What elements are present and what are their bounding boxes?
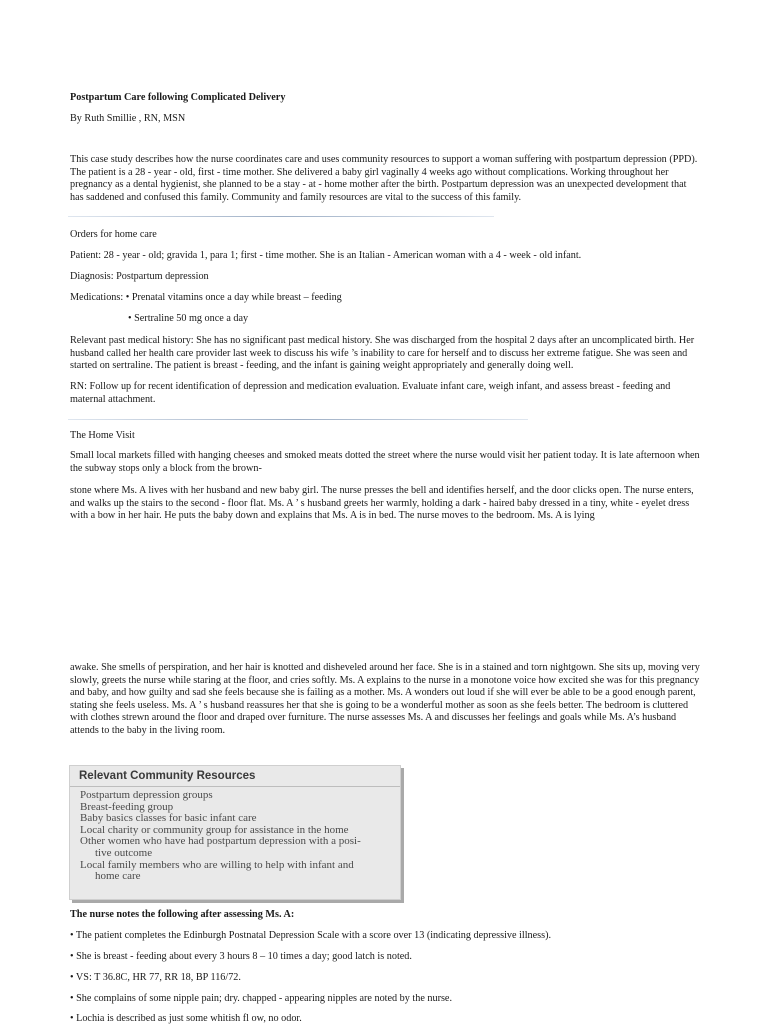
byline: By Ruth Smillie , RN, MSN [70, 113, 186, 124]
finding-item: • VS: T 36.8C, HR 77, RR 18, BP 116/72. [70, 972, 241, 983]
list-item: Other women who have had postpartum depression with a posi- [80, 835, 361, 848]
medications-line: Medications: • Prenatal vitamins once a day while breast – feeding [70, 292, 342, 303]
community-resources-box [69, 765, 401, 900]
finding-item: • She is breast - feeding about every 3 hours 8 – 10 times a day; good latch is noted. [70, 951, 412, 962]
list-item-continuation: tive outcome [95, 846, 153, 859]
list-item [80, 871, 392, 883]
findings-heading: The nurse notes the following after assessing Ms. A: [70, 909, 295, 920]
document-title: Postpartum Care following Complicated Delivery [70, 92, 286, 103]
list-item: Local family members who are willing to help with infant and [80, 858, 354, 871]
sidebar-divider [70, 786, 400, 787]
list-item: Postpartum depression groups [80, 789, 213, 801]
community-resources-heading: Relevant Community Resources [79, 770, 256, 782]
history-paragraph: Relevant past medical history: She has no significant past medical history. She was discharged from the hospital 2 days after an uncomplicated birth. Her husband called her health care provider last week to discuss his wife ’s inability to care for herself and to discuss her extreme fatigue. She was seen and started on sertraline. The patient is breast - feeding, and the infant is gaining weight appropriately and generally doing well. [70, 335, 695, 372]
section-divider [68, 216, 494, 217]
list-item: Baby basics classes for basic infant care [80, 812, 257, 825]
home-visit-heading: The Home Visit [70, 430, 135, 441]
community-resources-list [80, 790, 392, 883]
home-visit-paragraph-3: awake. She smells of perspiration, and her hair is knotted and disheveled around her face. She is in a stained and torn nightgown. She sits up, moving very slowly, greets the nurse while staring at the floor, and cries softly. Ms. A explains to the nurse in a monotone voice how excited she was for this pregnancy and baby, and how guilty and sad she feels because she is failing as a mother. Ms. A wonders out loud if she will ever be able to be a good enough parent, stating she feels useless. Ms. A ’ s husband reassures her that she is going to be a wonderful mother as soon as she feels better. The bedroom is cluttered with clothes strewn around the floor and draped over furniture. The nurse assesses Ms. A and discusses her feelings and goals while Ms. A’s husband attends to the baby in the living room. [70, 662, 700, 736]
list-item: Breast-feeding group [80, 800, 174, 813]
patient-line: Patient: 28 - year - old; gravida 1, para 1; first - time mother. She is an Italian - American woman with a 4 - week - old infant. [70, 250, 582, 261]
home-visit-paragraph-2: stone where Ms. A lives with her husband and new baby girl. The nurse presses the bell and identifies herself, and the door clicks open. The nurse enters, and walks up the stairs to the second - floor flat. Ms. A ’ s husband greets her warmly, holding a dark - haired baby dressed in a tiny, white - eyelet dress with a bow in her hair. He puts the baby down and explains that Ms. A is in bed. The nurse moves to the bedroom. Ms. A is lying [70, 485, 694, 522]
orders-heading: Orders for home care [70, 229, 157, 240]
list-item [80, 848, 392, 860]
diagnosis-line: Diagnosis: Postpartum depression [70, 271, 209, 282]
medications-line-2: • Sertraline 50 mg once a day [128, 313, 249, 324]
rn-order-paragraph: RN: Follow up for recent identification of depression and medication evaluation. Evaluate infant care, weigh infant, and assess breast - feeding and maternal attachment. [70, 381, 671, 405]
intro-paragraph: This case study describes how the nurse coordinates care and uses community resources to support a woman suffering with postpartum depression (PPD). The patient is a 28 - year - old, first - time mother. She delivered a baby girl vaginally 4 weeks ago without complications. Working throughout her pregnancy as a dental hygienist, she planned to be a stay - at - home mother after the birth. Postpartum depression was an unexpected development that has saddened and confused this family. Community and family resources are vital to the success of this family. [70, 154, 698, 203]
finding-item: • She complains of some nipple pain; dry. chapped - appearing nipples are noted by the nurse. [70, 993, 453, 1004]
home-visit-paragraph-1: Small local markets filled with hanging cheeses and smoked meats dotted the street where the nurse would visit her patient today. It is late afternoon when the subway stops only a block from the brown- [70, 450, 700, 474]
section-divider-2 [68, 419, 528, 420]
list-item-continuation: home care [95, 870, 141, 883]
finding-item: • The patient completes the Edinburgh Postnatal Depression Scale with a score over 13 (indicating depressive illness). [70, 930, 552, 941]
list-item: Local charity or community group for assistance in the home [80, 823, 349, 836]
finding-item: • Lochia is described as just some whitish fl ow, no odor. [70, 1013, 302, 1024]
